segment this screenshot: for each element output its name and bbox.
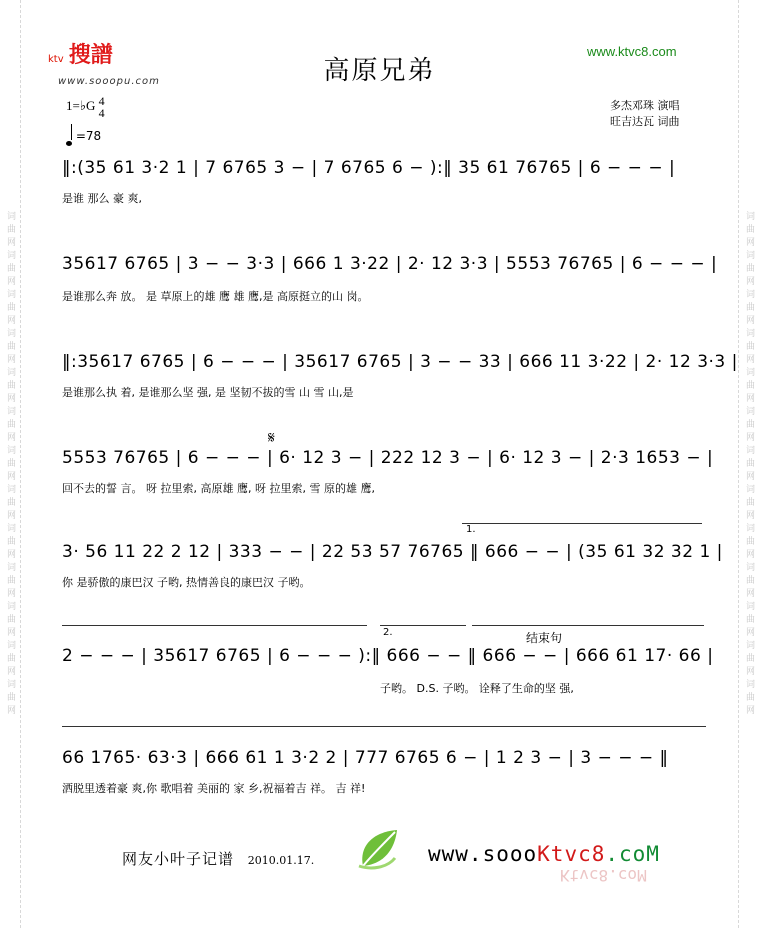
- bottom-url-prefix: www.sooo: [428, 842, 538, 866]
- lyrics-line-2: 是谁那么奔 放。 是 草原上的雄 鹰 雄 鹰,是 高原挺立的山 岗。: [62, 290, 369, 303]
- notation-line-2: 35617 6765 | 3 − − 3·3 | 666 1 3·22 | 2· 12 3·3 | 5553 76765 | 6 − − − |: [62, 254, 718, 274]
- volta-line-continued: [62, 625, 367, 626]
- key-note: G: [85, 97, 96, 113]
- credit-singer: 多杰邓珠 演唱: [610, 99, 680, 112]
- lyrics-line-5: 你 是骄傲的康巴汉 子哟, 热情善良的康巴汉 子哟。: [62, 576, 311, 589]
- lyrics-line-1: 是谁 那么 豪 爽,: [62, 192, 142, 205]
- time-bottom: 4: [98, 106, 105, 120]
- notation-line-3: ‖:35617 6765 | 6 − − − | 35617 6765 | 3 − − 33 | 666 11 3·22 | 2· 12 3·3 |: [62, 352, 738, 372]
- notation-line-4: 5553 76765 | 6 − − − | 6· 12 3 − | 222 12 3 − | 6· 12 3 − | 2·3 1653 − |: [62, 448, 714, 468]
- logo-ktv-text: ktv: [48, 54, 64, 65]
- notation-line-6: 2 − − − | 35617 6765 | 6 − − − ):‖ 666 − − ‖ 666 − − | 666 61 17· 66 |: [62, 646, 714, 666]
- transcriber-name: 网友小叶子记谱: [122, 850, 235, 868]
- side-watermark-left: 词曲网词曲网词曲网词曲网词曲网词曲网词曲网词曲网词曲网词曲网词曲网词曲网词曲网: [0, 0, 21, 928]
- bottom-url-reflection: Ktvc8.coM: [560, 866, 647, 885]
- line-7-rule: [62, 726, 706, 727]
- notation-line-1: ‖:(35 61 3·2 1 | 7 6765 3 − | 7 6765 6 − ):‖ 35 61 76765 | 6 − − − |: [62, 158, 676, 178]
- coda-label: 结束句: [526, 631, 563, 645]
- logo-url-text: www.sooopu.com: [58, 76, 160, 87]
- bottom-url-com: .coM: [605, 842, 660, 866]
- key-signature: [66, 95, 105, 119]
- quarter-note-icon: [66, 141, 72, 146]
- side-watermark-right: 词曲网词曲网词曲网词曲网词曲网词曲网词曲网词曲网词曲网词曲网词曲网词曲网词曲网: [738, 0, 759, 928]
- lyrics-line-3: 是谁那么执 着, 是谁那么坚 强, 是 坚韧不拔的雪 山 雪 山,是: [62, 386, 354, 399]
- notation-line-7: 66 1765· 63·3 | 666 61 1 3·2 2 | 777 6765 6 − | 1 2 3 − | 3 − − − ‖: [62, 748, 669, 768]
- leaf-logo-icon: [355, 826, 403, 870]
- transcriber-signature: [122, 848, 314, 869]
- site-url-top-right: www.ktvc8.com: [587, 44, 677, 59]
- tempo-value: =78: [75, 129, 102, 143]
- logo-brand-text: 搜譜: [68, 42, 113, 68]
- coda-bracket: [472, 625, 704, 626]
- volta-label-2: 2.: [383, 627, 393, 638]
- bottom-site-url: [428, 842, 660, 866]
- tempo-marking: [66, 124, 101, 143]
- lyrics-line-4: 回不去的誓 言。 呀 拉里索, 高原雄 鹰, 呀 拉里索, 雪 原的雄 鹰,: [62, 482, 375, 495]
- segno-symbol: 𝄋: [268, 428, 275, 447]
- bottom-url-ktv: Ktvc8: [537, 842, 606, 866]
- notation-line-5: 3· 56 11 22 2 12 | 333 − − | 22 53 57 76765 ‖ 666 − − | (35 61 32 32 1 |: [62, 542, 723, 562]
- volta-label-1: 1.: [466, 524, 476, 535]
- flat-symbol: ♭: [79, 97, 86, 113]
- time-signature: [99, 95, 105, 119]
- credits: [610, 98, 680, 130]
- song-title: 高原兄弟: [323, 56, 436, 86]
- volta-bracket-2: [380, 625, 466, 626]
- lyrics-line-6: 子哟。 D.S. 子哟。 诠释了生命的坚 强,: [380, 682, 574, 695]
- time-top: 4: [98, 94, 105, 108]
- credit-writer: 旺吉达瓦 词曲: [610, 115, 680, 128]
- lyrics-line-7: 洒脱里透着豪 爽,你 歌唱着 美丽的 家 乡,祝福着吉 祥。 吉 祥!: [62, 782, 366, 795]
- note-stem: [71, 124, 72, 140]
- transcription-date: 2010.01.17.: [247, 854, 315, 867]
- volta-bracket-1: [462, 523, 702, 524]
- key-prefix: 1=: [66, 97, 80, 113]
